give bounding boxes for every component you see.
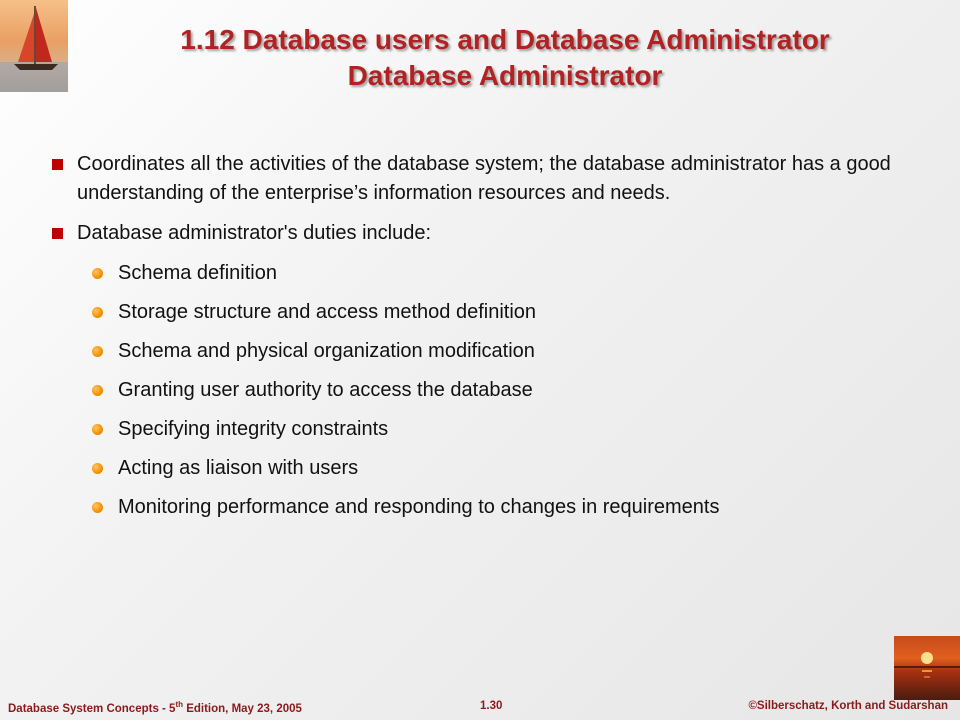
- square-bullet-icon: [52, 228, 63, 239]
- sailboat-icon: [0, 0, 68, 92]
- round-bullet-icon: [92, 307, 103, 318]
- sub-bullet-text: Schema definition: [118, 262, 277, 284]
- round-bullet-icon: [92, 346, 103, 357]
- sub-bullet-text: Granting user authority to access the database: [118, 379, 533, 401]
- sailboat-logo-image: [0, 0, 68, 92]
- bullet-text: Coordinates all the activities of the database system; the database administrator has a good understanding of the enterprise’s information resources and needs.: [77, 153, 891, 204]
- footer-page-number: 1.30: [480, 700, 503, 712]
- round-bullet-icon: [92, 502, 103, 513]
- bullet-item: [50, 219, 920, 248]
- sub-bullet-text: Acting as liaison with users: [118, 457, 359, 479]
- footer-left-prefix: Database System Concepts - 5: [8, 702, 176, 715]
- round-bullet-icon: [92, 424, 103, 435]
- sub-bullet-item: [50, 415, 920, 443]
- sunset-icon: [894, 636, 960, 700]
- round-bullet-icon: [92, 385, 103, 396]
- slide-title: [80, 22, 930, 94]
- bullet-text: Database administrator's duties include:: [77, 222, 432, 244]
- sub-bullet-text: Specifying integrity constraints: [118, 418, 389, 440]
- sub-bullet-text: Storage structure and access method definition: [118, 301, 537, 323]
- sub-bullet-item: [50, 259, 920, 287]
- footer-book-info: [8, 700, 302, 718]
- round-bullet-icon: [92, 268, 103, 279]
- sub-bullet-text: Monitoring performance and responding to changes in requirements: [118, 496, 720, 518]
- title-line-2: Database Administrator: [347, 60, 663, 91]
- bullet-item: [50, 150, 920, 208]
- title-line-1: 1.12 Database users and Database Administrator: [180, 24, 830, 55]
- sub-bullet-item: [50, 298, 920, 326]
- round-bullet-icon: [92, 463, 103, 474]
- sub-bullet-item: [50, 493, 920, 521]
- sub-bullet-text: Schema and physical organization modification: [118, 340, 535, 362]
- footer-left-sup: th: [175, 700, 184, 709]
- sub-bullet-item: [50, 337, 920, 365]
- sub-bullet-item: [50, 454, 920, 482]
- footer-copyright: ©Silberschatz, Korth and Sudarshan: [748, 700, 948, 712]
- square-bullet-icon: [52, 159, 63, 170]
- sunset-logo-image: [894, 636, 960, 700]
- footer-left-suffix: Edition, May 23, 2005: [183, 702, 302, 715]
- slide-content: [50, 150, 920, 532]
- sub-bullet-item: [50, 376, 920, 404]
